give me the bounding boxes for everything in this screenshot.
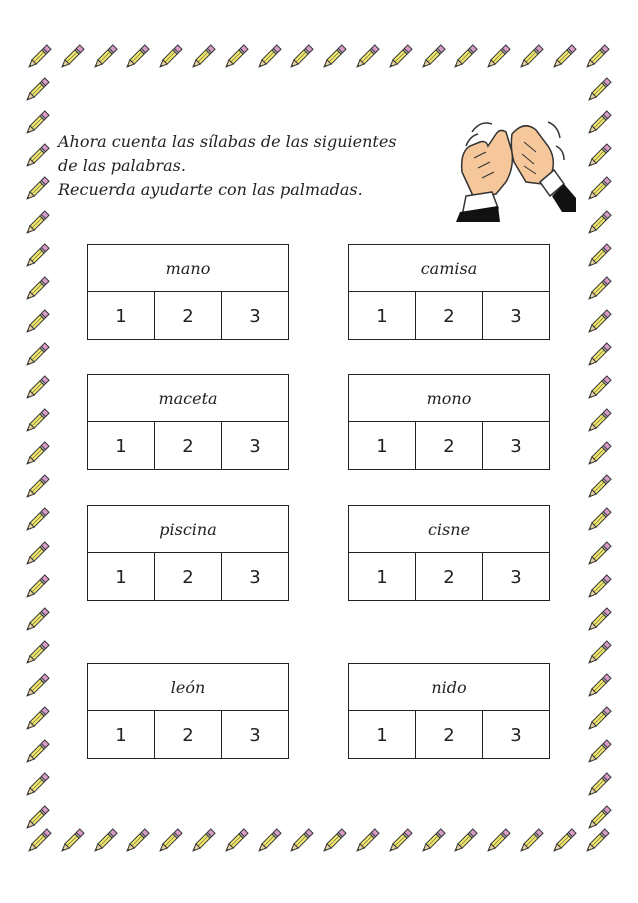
pencil-icon [22,770,52,800]
pencil-icon [57,42,87,72]
syllable-count-option[interactable]: 1 [376,435,388,457]
pencil-icon [188,826,218,856]
syllable-options [349,292,549,340]
pencil-icon [254,826,284,856]
pencil-icon [22,241,52,271]
syllable-options [349,711,549,759]
pencil-icon [122,826,152,856]
pencil-icon [155,42,185,72]
instruction-line-2: de las palabras. [58,156,186,175]
syllable-count-option[interactable]: 2 [154,292,221,340]
pencil-icon [584,241,614,271]
pencil-icon [22,307,52,337]
pencil-icon [584,803,614,833]
pencil-icon [584,373,614,403]
instruction-line-1: Ahora cuenta las sílabas de las siguientes [58,132,397,151]
pencil-icon [22,638,52,668]
pencil-icon [584,439,614,469]
syllable-count-option[interactable]: 1 [115,305,127,327]
word-label: piscina [88,506,288,553]
syllable-count-option[interactable]: 2 [154,553,221,601]
pencil-icon [22,472,52,502]
pencil-icon [22,737,52,767]
pencil-icon [221,42,251,72]
pencil-icon [418,826,448,856]
pencil-icon [188,42,218,72]
pencil-icon [584,770,614,800]
pencil-icon [584,307,614,337]
pencil-icon [24,42,54,72]
pencil-icon [385,826,415,856]
word-label: mano [88,245,288,292]
word-label: mono [349,375,549,422]
syllable-count-option[interactable]: 2 [154,422,221,470]
pencil-icon [483,826,513,856]
pencil-icon [352,826,382,856]
pencil-icon [22,373,52,403]
pencil-icon [516,826,546,856]
syllable-count-option[interactable]: 1 [376,566,388,588]
syllable-count-option[interactable]: 3 [221,711,288,759]
syllable-box [348,374,550,470]
syllable-count-option[interactable]: 3 [482,553,549,601]
syllable-count-option[interactable]: 3 [482,292,549,340]
syllable-count-option[interactable]: 2 [415,553,482,601]
syllable-options [88,292,288,340]
syllable-count-option[interactable]: 2 [415,711,482,759]
pencil-icon [22,174,52,204]
pencil-icon [22,803,52,833]
syllable-count-option[interactable]: 2 [154,711,221,759]
pencil-icon [418,42,448,72]
pencil-icon [584,572,614,602]
pencil-icon [584,704,614,734]
syllable-count-option[interactable]: 1 [115,435,127,457]
pencil-icon [483,42,513,72]
pencil-icon [22,704,52,734]
pencil-icon [22,572,52,602]
pencil-icon [450,826,480,856]
pencil-icon [22,439,52,469]
pencil-icon [221,826,251,856]
pencil-icon [516,42,546,72]
syllable-box [348,663,550,759]
syllable-count-option[interactable]: 2 [415,422,482,470]
syllable-options [88,553,288,601]
pencil-icon [122,42,152,72]
syllable-count-option[interactable]: 1 [115,724,127,746]
word-label: maceta [88,375,288,422]
pencil-icon [584,638,614,668]
syllable-box [348,244,550,340]
word-label: león [88,664,288,711]
pencil-icon [584,671,614,701]
pencil-icon [450,42,480,72]
syllable-count-option[interactable]: 3 [482,711,549,759]
pencil-icon [584,208,614,238]
pencil-icon [22,340,52,370]
pencil-icon [352,42,382,72]
pencil-icon [549,42,579,72]
pencil-icon [584,472,614,502]
pencil-icon [584,406,614,436]
syllable-options [349,553,549,601]
syllable-count-option[interactable]: 3 [482,422,549,470]
pencil-icon [22,605,52,635]
pencil-icon [22,141,52,171]
pencil-icon [584,274,614,304]
pencil-icon [22,108,52,138]
pencil-icon [22,671,52,701]
syllable-count-option[interactable]: 1 [376,724,388,746]
syllable-box [348,505,550,601]
pencil-icon [22,406,52,436]
syllable-count-option[interactable]: 2 [415,292,482,340]
pencil-icon [286,826,316,856]
syllable-box [87,663,289,759]
pencil-icon [584,141,614,171]
pencil-icon [584,505,614,535]
word-label: nido [349,664,549,711]
pencil-icon [22,539,52,569]
pencil-icon [584,174,614,204]
syllable-count-option[interactable]: 1 [376,305,388,327]
pencil-icon [385,42,415,72]
pencil-icon [22,208,52,238]
pencil-icon [584,108,614,138]
word-label: camisa [349,245,549,292]
pencil-icon [584,539,614,569]
pencil-icon [254,42,284,72]
pencil-icon [90,42,120,72]
syllable-count-option[interactable]: 3 [221,422,288,470]
pencil-icon [155,826,185,856]
pencil-icon [90,826,120,856]
syllable-count-option[interactable]: 1 [115,566,127,588]
pencil-icon [57,826,87,856]
syllable-options [88,422,288,470]
instructions-text [58,130,438,202]
pencil-icon [549,826,579,856]
pencil-icon [584,737,614,767]
pencil-icon [22,75,52,105]
syllable-box [87,505,289,601]
pencil-icon [584,340,614,370]
word-label: cisne [349,506,549,553]
syllable-count-option[interactable]: 3 [221,553,288,601]
instruction-line-3: Recuerda ayudarte con las palmadas. [58,180,363,199]
syllable-options [349,422,549,470]
pencil-icon [22,274,52,304]
pencil-icon [319,826,349,856]
syllable-box [87,374,289,470]
syllable-options [88,711,288,759]
syllable-count-option[interactable]: 3 [221,292,288,340]
pencil-icon [319,42,349,72]
pencil-icon [584,605,614,635]
pencil-icon [584,75,614,105]
pencil-icon [582,42,612,72]
clapping-hands-icon [452,112,576,222]
syllable-box [87,244,289,340]
pencil-icon [286,42,316,72]
pencil-icon [22,505,52,535]
